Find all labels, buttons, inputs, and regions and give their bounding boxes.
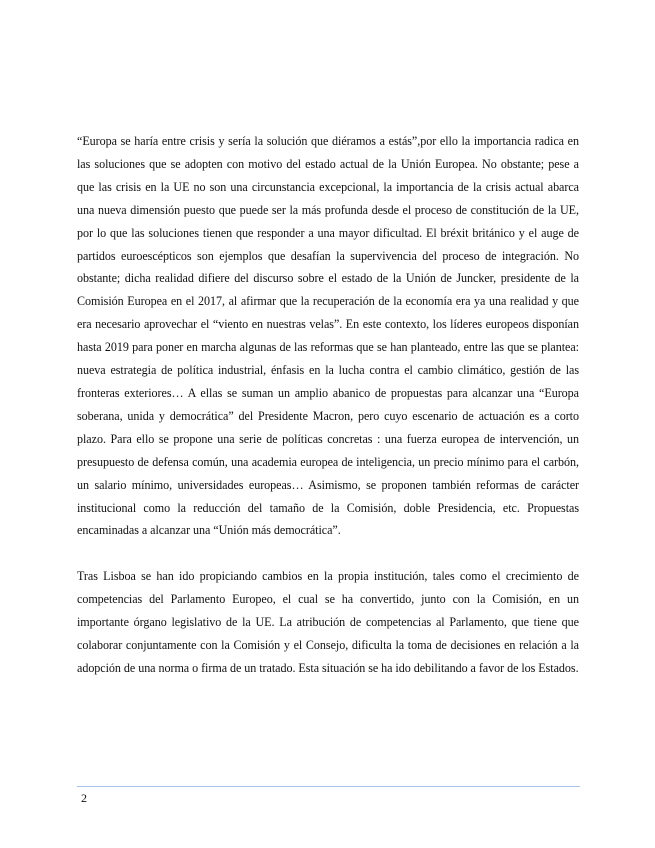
footer-divider <box>77 786 580 787</box>
paragraph-2: Tras Lisboa se han ido propiciando cambios en la propia institución, tales como el crecimiento de competencias del Parlamento Europeo, el cual se ha convertido, junto con la Comisión, en un importante órgano legislativo de la UE. La atribución de competencias al Parlamento, que tiene que colaborar conjuntamente con la Comisión y el Consejo, dificulta la toma de decisiones en relación a la adopción de una norma o firma de un tratado. Esta situación se ha ido debilitando a favor de los Estados. <box>77 569 579 675</box>
document-body <box>77 130 579 680</box>
page-number: 2 <box>81 791 87 805</box>
paragraph-1: “Europa se haría entre crisis y sería la solución que diéramos a estás”,por ello la importancia radica en las soluciones que se adopten con motivo del estado actual de la Unión Europea. No obstante; pese a que las crisis en la UE no son una circunstancia excepcional, la importancia de la crisis actual abarca una nueva dimensión puesto que puede ser la más profunda desde el proceso de constitución de la UE, por lo que las soluciones tienen que responder a una mayor dificultad. El bréxit británico y el auge de partidos euroescépticos son ejemplos que desafían la supervivencia del proceso de integración. No obstante; dicha realidad difiere del discurso sobre el estado de la Unión de Juncker, presidente de la Comisión Europea en el 2017, al afirmar que la recuperación de la economía era ya una realidad y que era necesario aprovechar el “viento en nuestras velas”. En este contexto, los líderes europeos disponían hasta 2019 para poner en marcha algunas de las reformas que se han planteado, entre las que se plantea: nueva estrategia de política industrial, énfasis en la lucha contra el cambio climático, gestión de las fronteras exteriores… A ellas se suman un amplio abanico de propuestas para alcanzar una “Europa soberana, unida y democrática” del Presidente Macron, pero cuyo escenario de actuación es a corto plazo. Para ello se propone una serie de políticas concretas : una fuerza europea de intervención, un presupuesto de defensa común, una academia europea de inteligencia, un precio mínimo para el carbón, un salario mínimo, universidades europeas… Asimismo, se proponen también reformas de carácter institucional como la reducción del tamaño de la Comisión, doble Presidencia, etc. Propuestas encaminadas a alcanzar una “Unión más democrática”. <box>77 134 579 538</box>
